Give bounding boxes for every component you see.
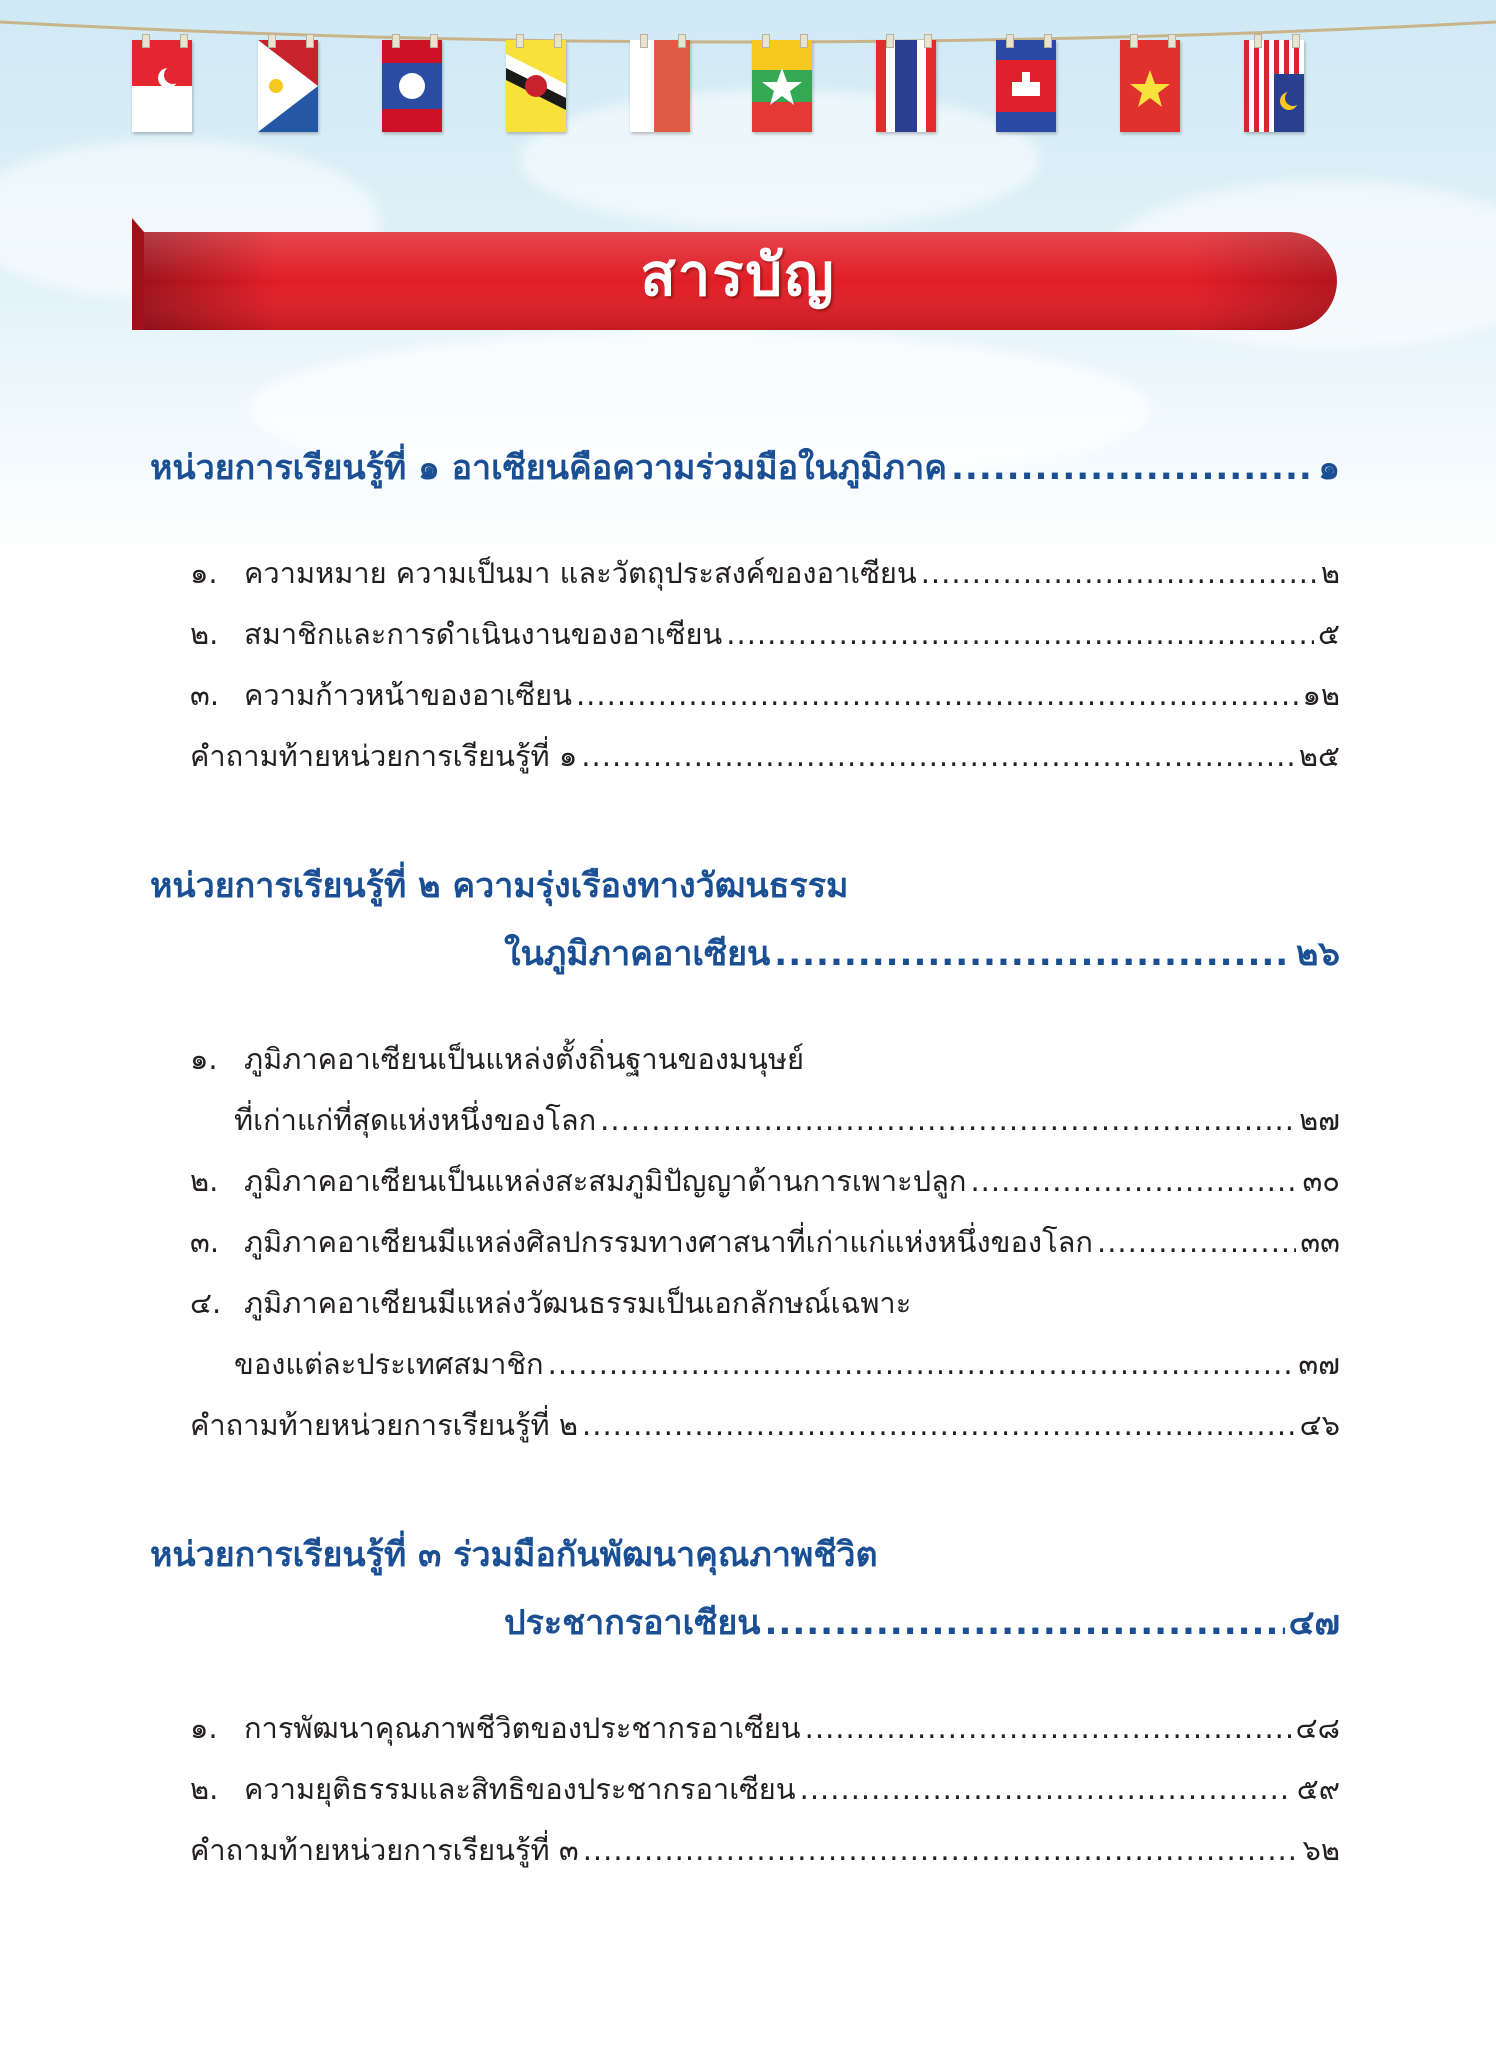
unit-heading (150, 440, 1340, 508)
clip-icon (392, 34, 400, 48)
item-number: ๑. (190, 556, 218, 590)
toc-item[interactable] (150, 1402, 1340, 1463)
dot-leader (921, 556, 1317, 590)
page-number: ๕๙ (1296, 1772, 1340, 1806)
clip-icon (1044, 34, 1052, 48)
clip-icon (800, 34, 808, 48)
clip-icon (762, 34, 770, 48)
clip-icon (678, 34, 686, 48)
clip-icon (430, 34, 438, 48)
clip-icon (1006, 34, 1014, 48)
unit-heading (150, 1527, 1340, 1663)
unit-heading-line (150, 1527, 1340, 1595)
item-label: ความก้าวหน้าของอาเซียน (244, 678, 572, 712)
toc-item[interactable] (150, 1219, 1340, 1280)
item-number: ๓. (190, 1225, 220, 1259)
unit-heading-text: หน่วยการเรียนรู้ที่ ๓ ร่วมมือกันพัฒนาคุณภาพชีวิต (150, 1535, 878, 1575)
myanmar-flag (752, 40, 812, 132)
page-number: ๑ (1318, 448, 1340, 488)
unit-heading-line (150, 440, 1340, 508)
laos-flag (382, 40, 442, 132)
indonesia-flag (630, 40, 690, 132)
clip-icon (1292, 34, 1300, 48)
toc-item[interactable] (150, 550, 1340, 611)
dot-leader (581, 739, 1295, 773)
unit-heading-text: หน่วยการเรียนรู้ที่ ๑ อาเซียนคือความร่วมมือในภูมิภาค (150, 448, 947, 488)
dot-leader (726, 617, 1314, 651)
page-number: ๔๘ (1295, 1711, 1340, 1745)
toc-item[interactable] (150, 1705, 1340, 1766)
dot-leader (576, 678, 1299, 712)
clip-icon (1130, 34, 1138, 48)
item-number: ๒. (190, 617, 219, 651)
item-label: คำถามท้ายหน่วยการเรียนรู้ที่ ๓ (190, 1833, 579, 1867)
item-label: คำถามท้ายหน่วยการเรียนรู้ที่ ๑ (190, 739, 578, 773)
unit-heading-line (150, 926, 1340, 994)
dot-leader (1097, 1225, 1296, 1259)
item-number: ๒. (190, 1772, 219, 1806)
item-label: ภูมิภาคอาเซียนมีแหล่งวัฒนธรรมเป็นเอกลักษณ์เฉพาะ (244, 1286, 912, 1320)
page-number: ๒ (1320, 556, 1340, 590)
page-number: ๒๖ (1296, 934, 1340, 974)
item-label: คำถามท้ายหน่วยการเรียนรู้ที่ ๒ (190, 1408, 579, 1442)
dot-leader (583, 1833, 1299, 1867)
toc-item[interactable] (150, 1158, 1340, 1219)
dot-leader (951, 448, 1314, 488)
vietnam-flag (1120, 40, 1180, 132)
clip-icon (640, 34, 648, 48)
toc-item[interactable] (150, 733, 1340, 794)
dot-leader (805, 1711, 1292, 1745)
dot-leader (582, 1408, 1296, 1442)
page-number: ๑๒ (1302, 678, 1340, 712)
unit-heading-line (150, 1595, 1340, 1663)
unit-heading-text: ประชากรอาเซียน (504, 1603, 761, 1643)
item-number: ๑. (190, 1042, 218, 1076)
item-label: ของแต่ละประเทศสมาชิก (234, 1347, 544, 1381)
table-of-contents (150, 440, 1340, 1888)
clip-icon (886, 34, 894, 48)
toc-item[interactable] (150, 1097, 1340, 1158)
unit-heading (150, 858, 1340, 994)
item-label: ที่เก่าแก่ที่สุดแห่งหนึ่งของโลก (234, 1103, 597, 1137)
toc-item[interactable] (150, 611, 1340, 672)
page-title: สารบัญ (640, 240, 836, 309)
item-label: ความหมาย ความเป็นมา และวัตถุประสงค์ของอาเซียน (244, 556, 917, 590)
brunei-flag (506, 40, 566, 132)
clip-icon (268, 34, 276, 48)
dot-leader (774, 934, 1292, 974)
toc-item[interactable] (150, 1036, 1340, 1097)
page-number: ๖๒ (1302, 1833, 1340, 1867)
page-number: ๔๖ (1299, 1408, 1340, 1442)
page-number: ๓๗ (1298, 1347, 1340, 1381)
dot-leader (800, 1772, 1293, 1806)
item-label: สมาชิกและการดำเนินงานของอาเซียน (244, 617, 723, 651)
clip-icon (1254, 34, 1262, 48)
unit-heading-text: ในภูมิภาคอาเซียน (504, 934, 771, 974)
clip-icon (180, 34, 188, 48)
page-number: ๕ (1318, 617, 1340, 651)
toc-item[interactable] (150, 1280, 1340, 1341)
singapore-flag (132, 40, 192, 132)
clip-icon (516, 34, 524, 48)
item-number: ๔. (190, 1286, 222, 1320)
item-label: ความยุติธรรมและสิทธิของประชากรอาเซียน (244, 1772, 796, 1806)
item-label: การพัฒนาคุณภาพชีวิตของประชากรอาเซียน (244, 1711, 801, 1745)
clip-icon (306, 34, 314, 48)
page-number: ๔๗ (1288, 1603, 1340, 1643)
dot-leader (548, 1347, 1295, 1381)
unit-heading-text: หน่วยการเรียนรู้ที่ ๒ ความรุ่งเรืองทางวัฒนธรรม (150, 866, 849, 906)
item-label: ภูมิภาคอาเซียนเป็นแหล่งตั้งถิ่นฐานของมนุษย์ (244, 1042, 804, 1076)
item-label: ภูมิภาคอาเซียนมีแหล่งศิลปกรรมทางศาสนาที่เก่าแก่แห่งหนึ่งของโลก (244, 1225, 1093, 1259)
toc-item[interactable] (150, 1827, 1340, 1888)
malaysia-flag (1244, 40, 1304, 132)
dot-leader (765, 1603, 1285, 1643)
cambodia-flag (996, 40, 1056, 132)
philippines-flag (258, 40, 318, 132)
page-number: ๒๕ (1298, 739, 1340, 773)
clip-icon (924, 34, 932, 48)
unit-heading-line (150, 858, 1340, 926)
thailand-flag (876, 40, 936, 132)
item-label: ภูมิภาคอาเซียนเป็นแหล่งสะสมภูมิปัญญาด้านการเพาะปลูก (244, 1164, 967, 1198)
item-number: ๒. (190, 1164, 219, 1198)
item-number: ๓. (190, 678, 220, 712)
clip-icon (554, 34, 562, 48)
dot-leader (970, 1164, 1298, 1198)
page-number: ๓๐ (1302, 1164, 1340, 1198)
clip-icon (1168, 34, 1176, 48)
toc-item[interactable] (150, 1766, 1340, 1827)
clip-icon (142, 34, 150, 48)
toc-item[interactable] (150, 1341, 1340, 1402)
toc-item[interactable] (150, 672, 1340, 733)
page-number: ๓๓ (1300, 1225, 1340, 1259)
page-number: ๒๗ (1299, 1103, 1340, 1137)
item-number: ๑. (190, 1711, 218, 1745)
dot-leader (600, 1103, 1295, 1137)
